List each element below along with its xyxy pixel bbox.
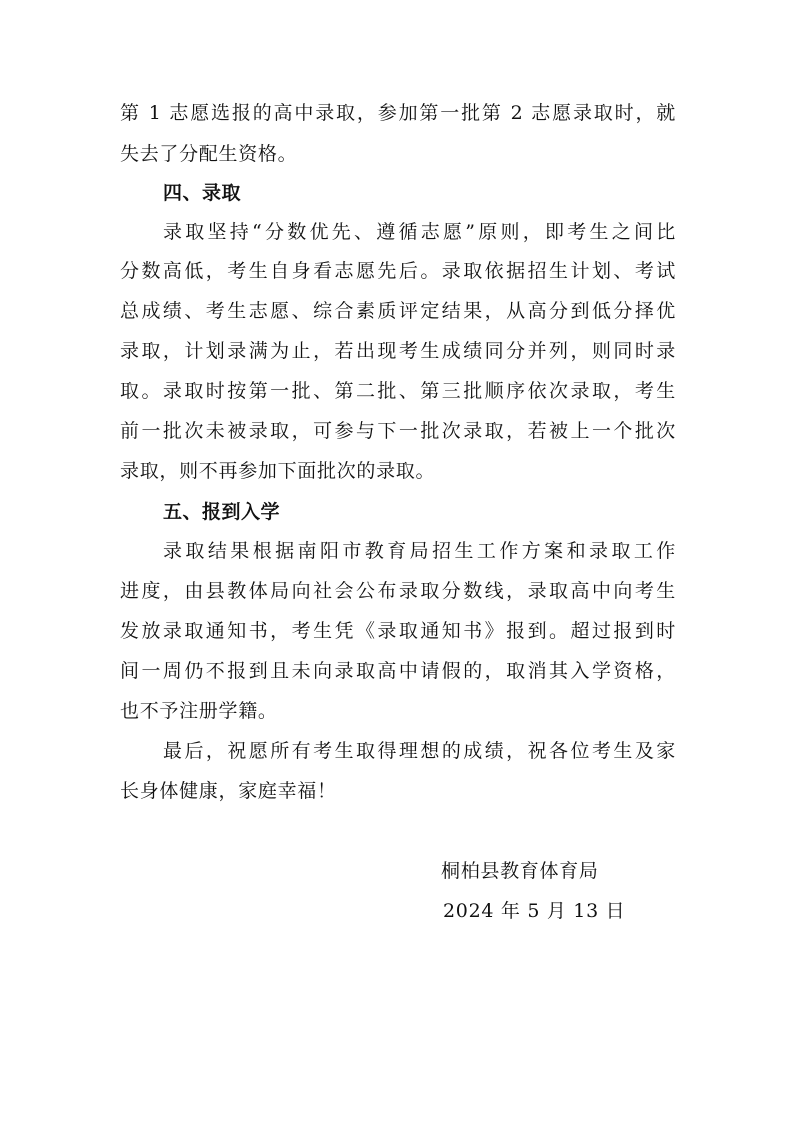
paragraph-line: 录取，则不再参加下面批次的录取。 [120,460,436,482]
paragraph-line: 也不予注册学籍。 [120,700,278,722]
paragraph-line: 录取，计划录满为止，若出现考生成绩同分并列，则同时录 [120,340,676,362]
paragraph-line: 间一周仍不报到且未向录取高中请假的，取消其入学资格， [120,660,676,682]
paragraph-line: 分数高低，考生自身看志愿先后。录取依据招生计划、考试 [120,260,676,282]
section-heading-admission: 四、录取 [163,182,242,204]
paragraph-line: 长身体健康，家庭幸福！ [120,780,337,802]
paragraph-line: 录取坚持“分数优先、遵循志愿”原则，即考生之间比 [163,221,676,243]
paragraph-line: 前一批次未被录取，可参与下一批次录取，若被上一个批次 [120,420,676,442]
paragraph-line: 总成绩、考生志愿、综合素质评定结果，从高分到低分择优 [120,300,676,322]
section-heading-enrollment: 五、报到入学 [163,501,281,523]
paragraph-line: 发放录取通知书，考生凭《录取通知书》报到。超过报到时 [120,620,676,642]
paragraph-line: 失去了分配生资格。 [120,143,298,165]
paragraph-line: 录取结果根据南阳市教育局招生工作方案和录取工作 [163,540,676,562]
paragraph-line: 最后，祝愿所有考生取得理想的成绩，祝各位考生及家 [163,740,676,762]
paragraph-line: 进度，由县教体局向社会公布录取分数线，录取高中向考生 [120,580,676,602]
signature-date: 2024 年 5 月 13 日 [443,900,626,922]
signature-organization: 桐柏县教育体育局 [441,860,599,882]
paragraph-line: 取。录取时按第一批、第二批、第三批顺序依次录取，考生 [120,380,676,402]
paragraph-line: 第 1 志愿选报的高中录取，参加第一批第 2 志愿录取时，就 [120,102,676,124]
